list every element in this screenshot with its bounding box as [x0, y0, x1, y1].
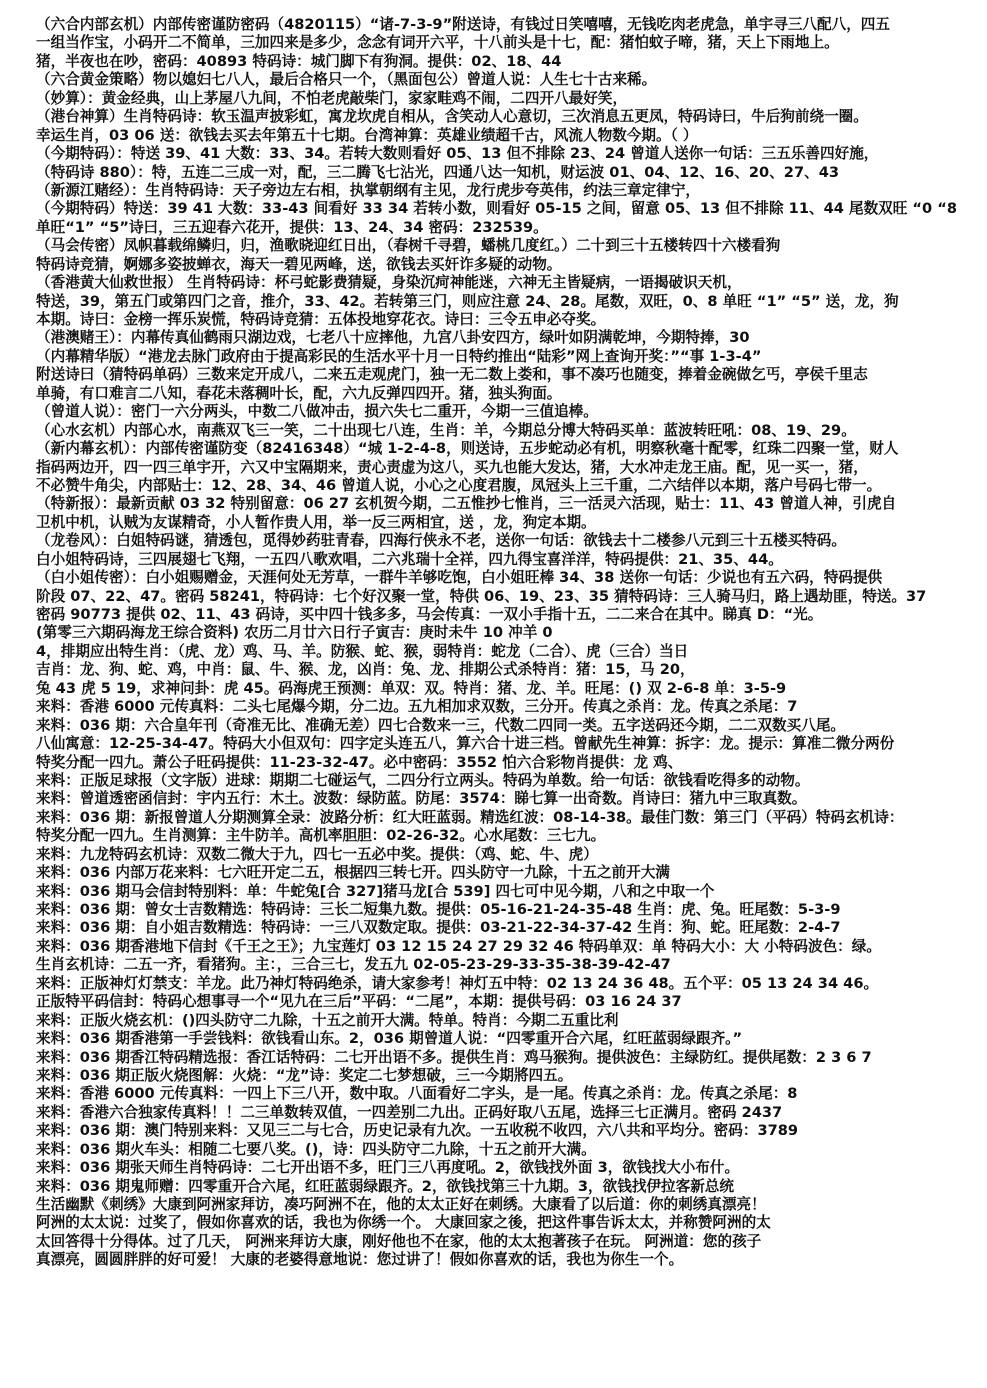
text-line: （新内幕玄机）：内部传密谨防变（82416348）“城 1-2-4-8，则送诗，五步蛇动必有机，明察秋毫十配零，红珠二四聚一堂，财人: [36, 440, 899, 458]
text-line: 来料：036 期鬼师赠：四零重开合六尾，红旺蓝弱绿跟齐。2，欲钱找第三十九期。3，欲钱找伊拉客新总统: [36, 1177, 734, 1195]
text-line: 来料：036 期香江特码精选报：香江话特码：二七开出语不多。提供生肖：鸡马猴狗。提供波色：主绿防红。提供尾数：2 3 6 7: [36, 1048, 872, 1066]
document-page: [36, 16, 966, 1376]
text-line: （妙算）：黄金经典，山上茅屋八九间，不怕老虎敲柴门，家家畦鸡不闹，二四开八最好笑，: [36, 89, 628, 107]
text-line: 太回答得十分得体。过了几天， 阿洲来拜访大康，刚好他也不在家，他的太太抱著孩子在玩。 阿洲道：您的孩子: [36, 1232, 762, 1250]
text-line: 八仙寓意：12-25-34-47。特码大小但双句：四字定头连五八，算六合十进三档。曾献先生神算：拆字：龙。提示：算准二微分两份: [36, 735, 895, 753]
text-line: 来料：036 期：自小姐吉数精选：特码诗：一三八双数定取。提供：03-21-22-34-37-42 生肖：狗、蛇。旺尾数：2-4-7: [36, 919, 841, 937]
text-line: 幸运生肖，03 06 送：欲钱去买去年第五十七期。台湾神算：英雄业绩超千古，风流人物数今期。（ ）: [36, 126, 698, 144]
text-line: 来料：036 期：澳门特别来料：又见三二与七合，历史记录有九次。一五收税不收四，六八共和平均分。密码：3789: [36, 1122, 799, 1140]
text-line: 附送诗曰（猜特码单码）三数来定开成八，二来五走观虎门，独一无二数上娄和，事不凑巧也随变，捧着金碗做乞丐，亭侯千里志: [36, 366, 868, 384]
text-line: （白小姐传密）：白小姐赐赠金，天涯何处无芳草，一群牛羊够吃饱，白小姐旺棒 34、38 送你一句话：少说也有五六码，特码提供: [36, 569, 883, 587]
text-line: （六合内部玄机）内部传密谨防密码（4820115）“诸-7-3-9”附送诗，有钱过日笑嘻嘻，无钱吃肉老虎急，单宇寻三八配八，四五: [36, 16, 890, 33]
text-line: 指码两边开，四一四三单宇开，六又中宝隔期来，责心责虚为这八，买九也能大发达，猪，大水冲走龙王庙。配，见一买一，猪，: [36, 458, 868, 476]
text-line: 来料：036 期：曾女士吉数精选：特码诗：三长二短集九数。提供：05-16-21-24-35-48 生肖：虎、兔。旺尾数：5-3-9: [36, 901, 841, 918]
text-line: （内幕精华版）“港龙去脉门政府由于提高彩民的生活水平十月一日特约推出“陆彩”网上查询开奖：”“事 1-3-4”: [36, 347, 762, 365]
text-line: （曾道人说）：密门一六分两头，中数二八做冲击，损六失七二重开，今期一三值追棒。: [36, 403, 598, 421]
text-line: (第零三六期码海龙王综合资料) 农历二月廿六日行子寅吉：庚时未牛 10 冲羊 0: [36, 624, 553, 642]
text-line: 来料：曾道透密函信封：宇内五行：木土。波数：绿防蓝。防尾：3574：睇七算一出奇数。肖诗曰：猪九中三取真数。: [36, 790, 807, 808]
text-line: 来料：036 期火车头：相随二七要八奖。()，诗：四头防守二九除，十五之前开大满。: [36, 1140, 596, 1158]
text-line: 猪，半夜也在吵，密码：40893 特码诗：城门脚下有狗洞。提供：02、18、44: [36, 52, 562, 70]
text-line: 来料：036 期香港第一手尝钱料：欲钱看山东。2，036 期曾道人说：“四零重开合六尾，红旺蓝弱绿跟齐。”: [36, 1030, 743, 1048]
text-line: 一组当作宝，小码开二不简单，三加四来是多少，念念有词开六平，十八前头是十七，配：猪怕蚊子啼，猪，天上下雨地上。: [36, 34, 839, 52]
text-line: （马会传密）凤帜暮载绵鳞归，归，渔歌晓迎红日出，（春树千寻碧，蟠桃几度红。）二十到三十五楼转四十六楼看狗: [36, 237, 781, 255]
text-line: 来料：正版火烧玄机：()四头防守二九除，十五之前开大满。特单。特肖：今期二五重比利: [36, 1011, 619, 1029]
text-line: （特码诗 880）：特，五连二三成一对，配，三二腾飞七沾光，四通八达一知机，财运波 01、04、12、16、20、27、43: [36, 163, 840, 181]
text-line: 来料：香港 6000 元传真料：一四上下三八开，数中取。八面看好二字头，是一尾。传真之杀肖：龙。传真之杀尾：8: [36, 1085, 798, 1103]
text-line: （新源江赌经）：生肖特码诗：天子旁边左右相，执掌朝纲有主见，龙行虎步夸英伟，约法三章定律宁，: [36, 181, 701, 199]
text-line: （今期特码）：特送 39、41 大数：33、34。若转大数则看好 05、13 但不排除 23、24 曾道人送你一句话：三五乐善四好施，: [36, 145, 879, 163]
text-line: 真漂亮，圆圆胖胖的好可爱！ 大康的老婆得意地说：您过讲了！假如你喜欢的话，我也为你生一个。: [36, 1251, 684, 1269]
text-line: 生肖玄机诗：二五一齐，看猪狗。主：，三合三七，发五九 02-05-23-29-33-35-38-39-42-47: [36, 956, 671, 974]
text-line: 来料：香港 6000 元传真料：二头七尾爆今期，分二边。五九相加求双数，三分开。传真之杀肖：龙。传真之杀尾：7: [36, 698, 798, 716]
text-line: 单旺“1” “5”诗曰，三五迎春六花开，提供：13、24、34 密码：232539。: [36, 218, 548, 236]
text-line: 特奖分配一四九。萧公子旺码提供：11-23-32-47。必中密码：3552 怕六合彩物肖提供：龙 鸡、: [36, 753, 683, 771]
text-line: 吉肖：龙、狗、蛇、鸡，中肖：鼠、牛、猴、龙，凶肖：兔、龙、排期公式杀特肖：猪：15，马 20，: [36, 661, 695, 679]
text-line: 本期。诗曰：金榜一挥乐炭慌，特码诗竞猜：五体投地穿花衣。诗曰：三令五申必夺奖。: [36, 311, 606, 328]
text-line: （今期特码）特送：39 41 大数：33-43 间看好 33 34 若转小数，则看好 05-15 之间，留意 05、13 但不排除 11、44 尾数双旺 “0 “8: [36, 200, 958, 218]
text-line: 生活幽默《刺绣》大康到阿洲家拜访，凑巧阿洲不在，他的太太正好在刺绣。大康看了以后道：你的刺绣真漂亮！: [36, 1196, 766, 1213]
text-line: 不必赞牛角尖，内部贴士：12、28、34、46 曾道人说，小心之心度君腹，凤冠头上三千重，二六结伴以本期，落户号码七带一。: [36, 476, 882, 494]
text-line: 来料：正版足球报（文字版）进球：期期二七碰运气，二四分行立两头。特码为单数。给一句话：欲钱看吃得多的动物。: [36, 771, 810, 789]
text-line: 特奖分配一四九。生肖测算：主牛防羊。高机率胆胆：02-26-32。心水尾数：三七九。: [36, 827, 606, 845]
text-line: 卫机中机，认贼为友谋精奇，小人暂作贵人用，举一反三两相宜，送 ，龙，狗定本期。: [36, 513, 596, 531]
text-line: 特码诗竞猜，婀娜多姿披蝉衣，海天一碧见两峰，送，欲钱去买奸诈多疑的动物。: [36, 255, 562, 273]
text-line: 来料：香港六合独家传真料！！二三单数转双值，一四差别二九出。正码好取八五尾，选择三七正满月。密码 2437: [36, 1103, 783, 1121]
text-line: 来料：036 内部万花来料：七六旺开定二五，根据四三转七开。四头防守一九除，十五之前开大满: [36, 864, 670, 882]
text-line: （心水玄机）内部心水，南燕双飞三一笑，二十出现七八连，生肖：羊，今期总分博大特码买单：蓝波转旺吼：08、19、29。: [36, 421, 856, 439]
text-line: 阶段 07、22、47。密码 58241，特码诗：七个好汉聚一堂，特供 06、19、23、35 猜特码诗：三人骑马归，路上遇劫匪，特送。37: [36, 587, 927, 605]
text-line: 4，排期应出特生肖：（虎、龙）鸡、马、羊。防猴、蛇、猴，弱特肖：蛇龙（二合）、虎（三合）当日: [36, 642, 689, 660]
text-line: 来料：036 期香港地下信封《千王之王》；九宝莲灯 03 12 15 24 27 29 32 46 特码单双：单 特码大小：大 小特码波色：绿。: [36, 937, 881, 955]
text-line: （港澳赌王）：内幕传真仙鹤雨只湖边戏，七老八十应摔他，九宫八卦安四方，绿叶如阴满乾坤，今期特捧，30: [36, 329, 750, 347]
document-text: [36, 16, 966, 1270]
text-line: （香港黄大仙救世报） 生肖特码诗：杯弓蛇影费猜疑，身染沉疴神能迷，六神无主皆疑病，一语揭破识天机，: [36, 274, 742, 292]
text-line: （特新报）：最新贡献 03 32 特别留意：06 27 玄机贺今期，二五惟抄七惟肖，三一活灵六活现，贴士：11、43 曾道人神，引虎自: [36, 495, 897, 513]
text-line: 白小姐特码诗，三四展翅七飞翔，一五四八歌欢唱，二六兆瑞十全祥，四九得宝喜洋洋，特码提供：21、35、44。: [36, 550, 783, 568]
text-line: 来料：正版神灯灯禁支：羊龙。此乃神灯特码绝杀，请大家参考！神灯五中特：02 13 24 36 48。五个平：05 13 24 34 46。: [36, 974, 879, 992]
text-line: 单骑，有口难言二八知，春花未落稠叶长，配，六九反弹四四开。猪，独头狗面。: [36, 384, 562, 402]
text-line: 来料：九龙特码玄机诗：双数二微大于九，四七一五必中奖。提供：（鸡、蛇、牛、虎）: [36, 845, 598, 863]
text-line: 特送，39，第五门或第四门之音，推介，33、42。若转第三门，则应注意 24、28。尾数，双旺，0、8 单旺 “1” “5” 送，龙，狗: [36, 292, 899, 310]
text-line: （六合黄金策略）物以媳妇七八人，最后合格只一个，（黑面包公）曾道人说：人生七十古来稀。: [36, 71, 657, 89]
text-line: （龙卷风）：白姐特码谜，猜透包，觅得妙药驻青春，四海行侠永不老，送你一句话：欲钱去十二楼参八元到三十五楼买特码。: [36, 532, 846, 550]
text-line: 阿洲的太太说：过奖了，假如你喜欢的话，我也为你绣一个。 大康回家之後，把这件事告诉太太，并称赞阿洲的太: [36, 1214, 771, 1232]
text-line: 来料：036 期马会信封特别料：单：牛蛇兔[合 327]猪马龙[合 539] 四七可中见今期，八和之中取一个: [36, 882, 715, 900]
text-line: 来料：036 期：六合皇年刊（奇准无比、准确无差）四七合数来一三，代数二四同一类。五字送码还今期，二二双数买八尾。: [36, 716, 846, 734]
text-line: 密码 90773 提供 02、11、43 码诗，买中四十钱多多，马会传真：一双小手指十五，二二来合在其中。睇真 D：“光。: [36, 606, 823, 623]
text-line: 来料：036 期：新报曾道人分期测算全录：波路分析：红大旺蓝弱。精选红波：08-14-38。最佳门数：第三门（平码）特码玄机诗：: [36, 808, 904, 826]
text-line: 兔 43 虎 5 19，求神问卦：虎 45。码海虎王预测：单双：双。特肖：猪、龙、羊。旺尾：() 双 2-6-8 单：3-5-9: [36, 679, 787, 697]
text-line: （港台神算）生肖特码诗：软玉温声披彩虹，寓龙坎虎自相从，含笑动人心意切，三次消息五更凤，特码诗曰，牛后狗前绕一圈。: [36, 108, 868, 126]
text-line: 来料：036 期张天师生肖特码诗：二七开出语不多，旺门三八再度吼。2，欲钱找外面 3，欲钱找大小布什。: [36, 1159, 740, 1177]
text-line: 正版特平码信封：特码心想事寻一个“见九在三后”平码：“二尾”，本期：提供号码：03 16 24 37: [36, 993, 682, 1011]
text-line: 来料：036 期正版火烧图解：火烧：“龙”诗：奖定二七梦想破，三一今期將四五。: [36, 1066, 573, 1084]
